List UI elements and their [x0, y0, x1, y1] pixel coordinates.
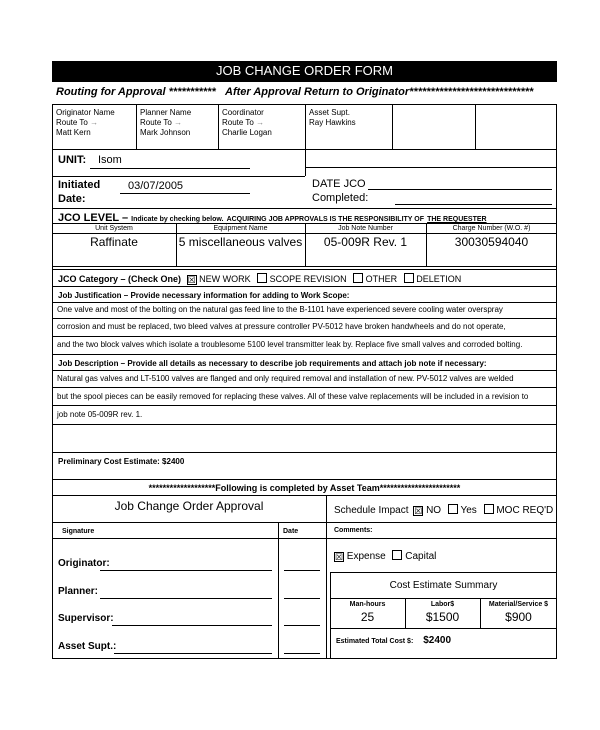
checkbox-expense[interactable]: ☒: [335, 552, 344, 562]
checkbox-other[interactable]: [353, 273, 363, 283]
approval-title: Job Change Order Approval: [114, 499, 264, 513]
material-service-value[interactable]: $900: [505, 610, 532, 624]
man-hours-header: Man-hours: [349, 601, 386, 608]
man-hours-value[interactable]: 25: [360, 610, 375, 624]
date-jco-completed-label: Completed:: [312, 192, 369, 204]
checkbox-deletion[interactable]: [404, 273, 414, 283]
charge-number-value[interactable]: 30030594040: [454, 235, 529, 249]
checkbox-moc-reqd[interactable]: [484, 504, 494, 514]
option-schedule-no: NO: [426, 505, 442, 516]
estimated-total-label: Estimated Total Cost $:: [336, 638, 414, 645]
unit-value[interactable]: Isom: [98, 154, 122, 166]
justification-line[interactable]: corrosion and must be replaced, two bleed valves at pressure controller PV-5012 have broken handwheels and do not operate,: [57, 322, 506, 331]
asset-supt-date-line[interactable]: [284, 653, 320, 654]
date-jco-field[interactable]: [368, 189, 552, 190]
signer-originator: Originator:: [58, 558, 110, 569]
checkbox-scope-revision[interactable]: [257, 273, 267, 283]
option-moc-reqd: MOC REQ'D: [496, 505, 554, 516]
routing-right: After Approval Return to Originator*****************************: [225, 86, 534, 98]
comments-label: Comments:: [334, 527, 373, 534]
asset-supt-signature-line[interactable]: [114, 653, 272, 654]
checkbox-new-work[interactable]: ☒: [187, 275, 196, 285]
arrow-right-icon: →: [256, 118, 265, 127]
supervisor-date-line[interactable]: [284, 625, 320, 626]
initiated-date-label: Date:: [58, 193, 86, 205]
asset-team-banner: *******************Following is completed by Asset Team***********************: [148, 483, 461, 493]
originator-date-line[interactable]: [284, 570, 320, 571]
planner-signature-line[interactable]: [100, 598, 272, 599]
description-line[interactable]: but the spool pieces can be easily removed for replacing these valves. All of these valve replacements will be included in a revision to: [57, 392, 529, 401]
planner-date-line[interactable]: [284, 598, 320, 599]
col-unit-system: Unit System: [95, 225, 133, 232]
checkbox-schedule-yes[interactable]: [448, 504, 458, 514]
cost-summary-title: Cost Estimate Summary: [389, 580, 498, 591]
option-other: OTHER: [365, 274, 398, 284]
justification-header: Job Justification – Provide necessary information for adding to Work Scope:: [58, 291, 350, 300]
col-charge-number: Charge Number (W.O. #): [452, 225, 531, 232]
supervisor-signature-line[interactable]: [112, 625, 272, 626]
description-header: Job Description – Provide all details as necessary to describe job requirements and attach job note if necessary:: [58, 359, 487, 368]
option-deletion: DELETION: [416, 274, 462, 284]
preliminary-cost-value: $2400: [162, 457, 185, 466]
option-scope-revision: SCOPE REVISION: [269, 274, 347, 284]
jco-level-note: Indicate by checking below.: [131, 216, 224, 223]
justification-line[interactable]: and the two block valves which isolate a troublesome 5100 level transmitter leak by. Replace five small valves and corroded bolting.: [57, 340, 523, 349]
col-equipment-name: Equipment Name: [213, 225, 268, 232]
estimated-total-value: $2400: [423, 635, 452, 646]
option-expense: Expense: [346, 551, 386, 562]
form-title: JOB CHANGE ORDER FORM: [216, 63, 393, 78]
route-label: Route To: [140, 118, 172, 127]
labor-value[interactable]: $1500: [425, 610, 460, 624]
option-capital: Capital: [405, 551, 437, 562]
col-job-note-number: Job Note Number: [338, 225, 393, 232]
unit-system-value[interactable]: Raffinate: [90, 235, 138, 249]
schedule-impact-label: Schedule Impact: [334, 505, 409, 516]
signer-asset-supt: Asset Supt.:: [58, 641, 117, 652]
equipment-name-value[interactable]: 5 miscellaneous valves: [178, 235, 303, 249]
description-line[interactable]: Natural gas valves and LT-5100 valves are flanged and only required removal and installation of new. PV-5012 valves are welded: [57, 374, 514, 383]
initiated-date-value[interactable]: 03/07/2005: [128, 180, 184, 192]
description-line[interactable]: job note 05-009R rev. 1.: [57, 410, 143, 419]
route-label: Route To: [222, 118, 254, 127]
routing-left: Routing for Approval ***********: [56, 86, 216, 98]
initiated-label: Initiated: [58, 179, 101, 191]
signer-planner: Planner:: [58, 586, 99, 597]
option-schedule-yes: Yes: [460, 505, 477, 516]
unit-label: UNIT:: [58, 154, 87, 166]
arrow-right-icon: →: [90, 118, 99, 127]
jco-level-title: JCO LEVEL –: [58, 212, 129, 224]
job-note-number-value[interactable]: 05-009R Rev. 1: [323, 235, 408, 249]
preliminary-cost-label: Preliminary Cost Estimate:: [58, 457, 160, 466]
jco-category-label: JCO Category – (Check One): [58, 274, 182, 284]
checkbox-schedule-no[interactable]: ☒: [414, 506, 423, 516]
signer-supervisor: Supervisor:: [58, 613, 114, 624]
originator-signature-line[interactable]: [100, 570, 272, 571]
option-new-work: NEW WORK: [199, 274, 251, 284]
checkbox-capital[interactable]: [392, 550, 402, 560]
signature-header: Signature: [62, 528, 95, 535]
date-jco-label: DATE JCO: [312, 178, 366, 190]
material-service-header: Material/Service $: [488, 601, 549, 608]
route-label: Route To: [56, 118, 88, 127]
arrow-right-icon: →: [174, 118, 183, 127]
labor-header: Labor$: [430, 601, 455, 608]
date-header: Date: [283, 528, 299, 535]
justification-line[interactable]: One valve and most of the bolting on the natural gas feed line to the B-1101 have experienced severe cooling water overspray: [57, 305, 503, 314]
